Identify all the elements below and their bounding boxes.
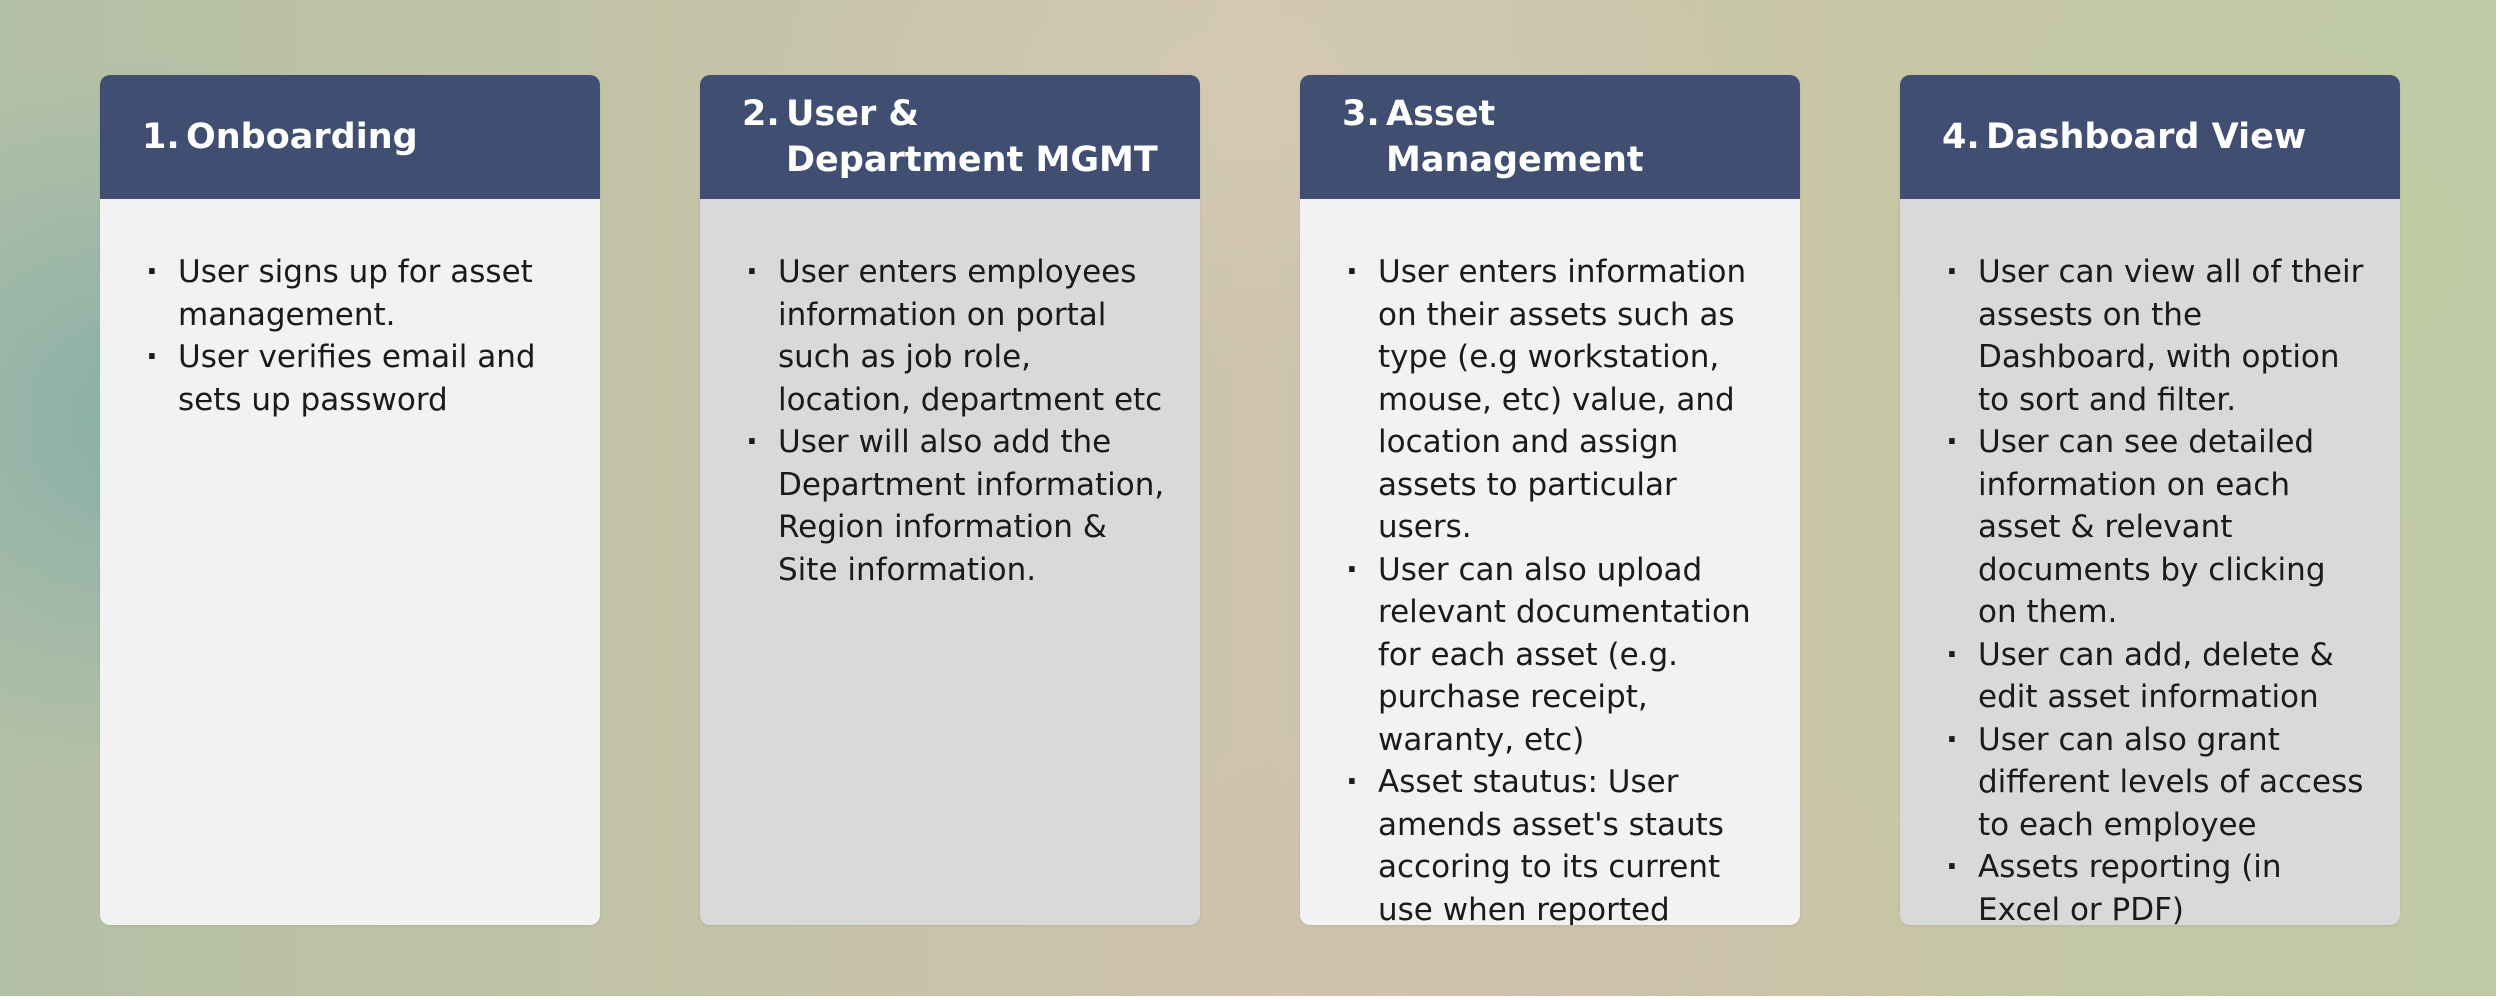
card-body [1300, 199, 1800, 925]
bullet-list [742, 251, 1172, 591]
card-header [1900, 75, 2400, 199]
bullet-item: · User can see detailed information on each asset & relevant documents by clicking on them. [1942, 421, 2372, 634]
bullet-item: · Assets reporting (in Excel or PDF) [1942, 846, 2372, 925]
card-header [1300, 75, 1800, 199]
step-number: 1. [142, 117, 180, 157]
card-dashboard-view [1900, 75, 2400, 925]
card-title [742, 91, 1164, 183]
card-title [1942, 114, 2306, 160]
bullet-item: · User will also add the Department information, Region information & Site information. [742, 421, 1172, 591]
card-user-department-mgmt [700, 75, 1200, 925]
bullet-item: · User signs up for asset management. [142, 251, 572, 336]
step-title: User & Department MGMT [786, 94, 1158, 180]
card-onboarding [100, 75, 600, 925]
bullet-item: · Asset stautus: User amends asset's stauts accoring to its current use when reported [1342, 761, 1772, 925]
card-body [1900, 199, 2400, 925]
bullet-item: · User can add, delete & edit asset information [1942, 634, 2372, 719]
card-body [100, 199, 600, 421]
bullet-item: · User enters information on their assets such as type (e.g workstation, mouse, etc) value, and location and assign assets to particular users. [1342, 251, 1772, 549]
process-columns [100, 75, 2400, 925]
bullet-item: · User enters employees information on portal such as job role, location, department etc [742, 251, 1172, 421]
bullet-item: · User can also upload relevant documentation for each asset (e.g. purchase receipt, waranty, etc) [1342, 549, 1772, 762]
bullet-list [142, 251, 572, 421]
bullet-item: · User can view all of their assests on the Dashboard, with option to sort and filter. [1942, 251, 2372, 421]
card-title [1342, 91, 1764, 183]
card-asset-management [1300, 75, 1800, 925]
bullet-list [1942, 251, 2372, 925]
card-title [142, 114, 418, 160]
bullet-list [1342, 251, 1772, 925]
step-title: Dashboard View [1986, 117, 2307, 157]
step-number: 3. [1342, 94, 1380, 134]
bullet-item: · User can also grant different levels of access to each employee [1942, 719, 2372, 847]
step-number: 2. [742, 94, 780, 134]
step-number: 4. [1942, 117, 1980, 157]
card-header [100, 75, 600, 199]
step-title: Onboarding [186, 117, 418, 157]
step-title: Asset Management [1386, 94, 1644, 180]
card-body [700, 199, 1200, 591]
card-header [700, 75, 1200, 199]
bullet-item: · User verifies email and sets up password [142, 336, 572, 421]
